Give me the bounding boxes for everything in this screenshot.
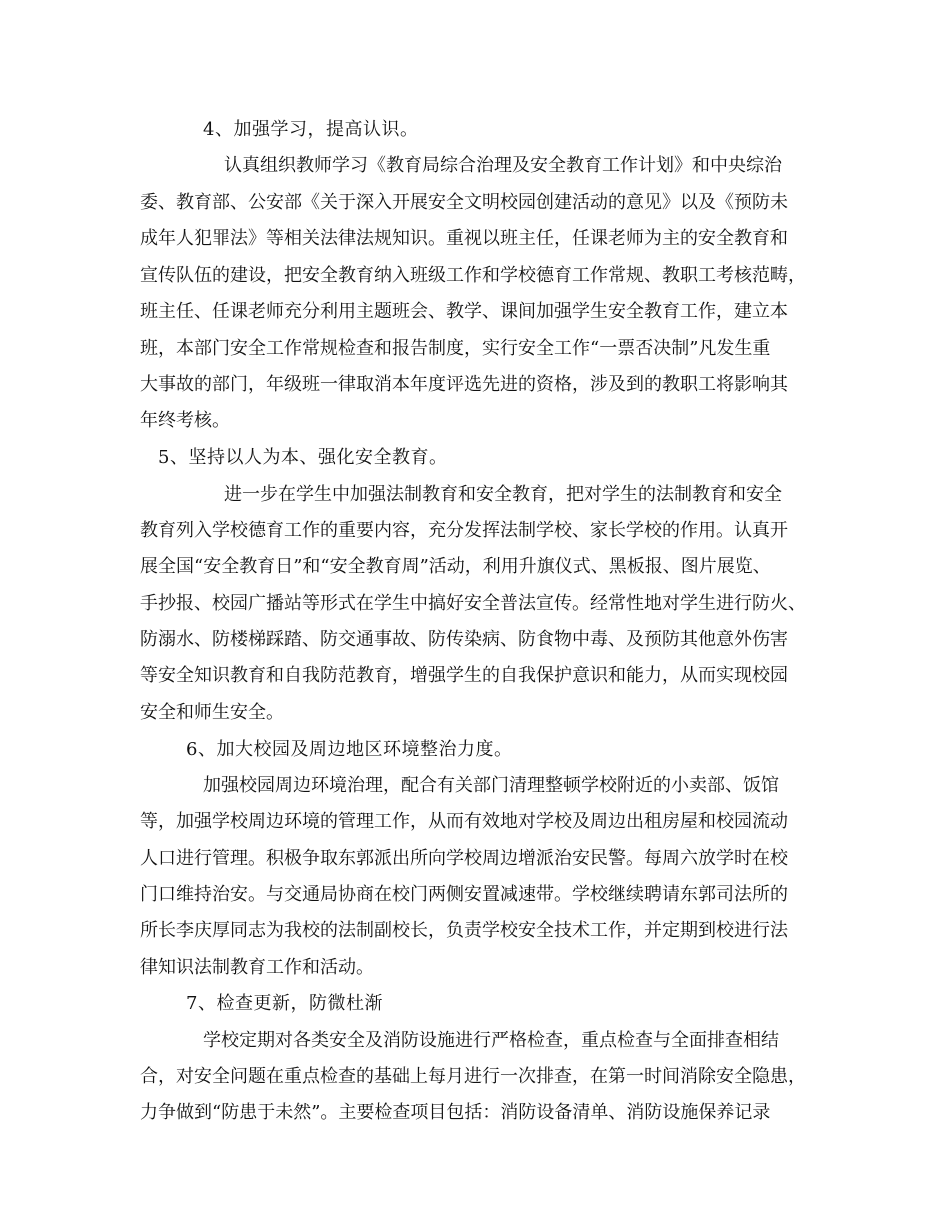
paragraph-line: 大事故的部门，年级班一律取消本年度评选先进的资格，涉及到的教职工将影响其: [140, 374, 788, 395]
paragraph-line: 班，本部门安全工作常规检查和报告制度，实行安全工作“一票否决制”凡发生重: [140, 338, 771, 359]
section-heading-7: 7、检查更新，防微杜渐: [186, 993, 383, 1014]
paragraph-line: 展全国“安全教育日”和“安全教育周”活动，利用升旗仪式、黑板报、图片展览、: [140, 556, 771, 577]
paragraph-line: 安全和师生安全。: [140, 702, 284, 723]
paragraph-line: 律知识法制教育工作和活动。: [140, 957, 374, 978]
paragraph-line: 人口进行管理。积极争取东郭派出所向学校周边增派治安民警。每周六放学时在校: [140, 848, 788, 869]
paragraph-line: 加强校园周边环境治理，配合有关部门清理整顿学校附近的小卖部、饭馆: [203, 775, 779, 796]
section-heading-4: 4、加强学习，提高认识。: [203, 119, 419, 140]
paragraph-line: 等，加强学校周边环境的管理工作，从而有效地对学校及周边出租房屋和校园流动: [140, 811, 788, 832]
paragraph-line: 年终考核。: [140, 410, 230, 431]
section-heading-5: 5、坚持以人为本、强化安全教育。: [158, 447, 448, 468]
paragraph-line: 所长李庆厚同志为我校的法制副校长，负责学校安全技术工作，并定期到校进行法: [140, 920, 788, 941]
paragraph-line: 力争做到“防患于未然”。主要检查项目包括：消防设备清单、消防设施保养记录: [140, 1102, 771, 1123]
paragraph-line: 学校定期对各类安全及消防设施进行严格检查，重点检查与全面排查相结: [203, 1030, 779, 1051]
section-heading-6: 6、加大校园及周边地区环境整治力度。: [186, 739, 513, 760]
paragraph-line: 认真组织教师学习《教育局综合治理及安全教育工作计划》和中央综治: [224, 155, 782, 176]
paragraph-line: 成年人犯罪法》等相关法律法规知识。重视以班主任，任课老师为主的安全教育和: [140, 228, 788, 249]
paragraph-line: 委、教育部、公安部《关于深入开展安全文明校园创建活动的意见》以及《预防未: [140, 192, 788, 213]
paragraph-line: 教育列入学校德育工作的重要内容，充分发挥法制学校、家长学校的作用。认真开: [140, 520, 788, 541]
paragraph-line: 手抄报、校园广播站等形式在学生中搞好安全普法宣传。经常性地对学生进行防火、: [140, 593, 806, 614]
paragraph-line: 防溺水、防楼梯踩踏、防交通事故、防传染病、防食物中毒、及预防其他意外伤害: [140, 629, 788, 650]
paragraph-line: 门口维持治安。与交通局协商在校门两侧安置减速带。学校继续聘请东郭司法所的: [140, 884, 788, 905]
paragraph-line: 合，对安全问题在重点检查的基础上每月进行一次排查，在第一时间消除安全隐患，: [140, 1066, 806, 1087]
paragraph-line: 宣传队伍的建设，把安全教育纳入班级工作和学校德育工作常规、教职工考核范畴，: [140, 265, 806, 286]
paragraph-line: 等安全知识教育和自我防范教育，增强学生的自我保护意识和能力，从而实现校园: [140, 665, 788, 686]
paragraph-line: 进一步在学生中加强法制教育和安全教育，把对学生的法制教育和安全: [224, 484, 782, 505]
paragraph-line: 班主任、任课老师充分利用主题班会、教学、课间加强学生安全教育工作，建立本: [140, 301, 788, 322]
